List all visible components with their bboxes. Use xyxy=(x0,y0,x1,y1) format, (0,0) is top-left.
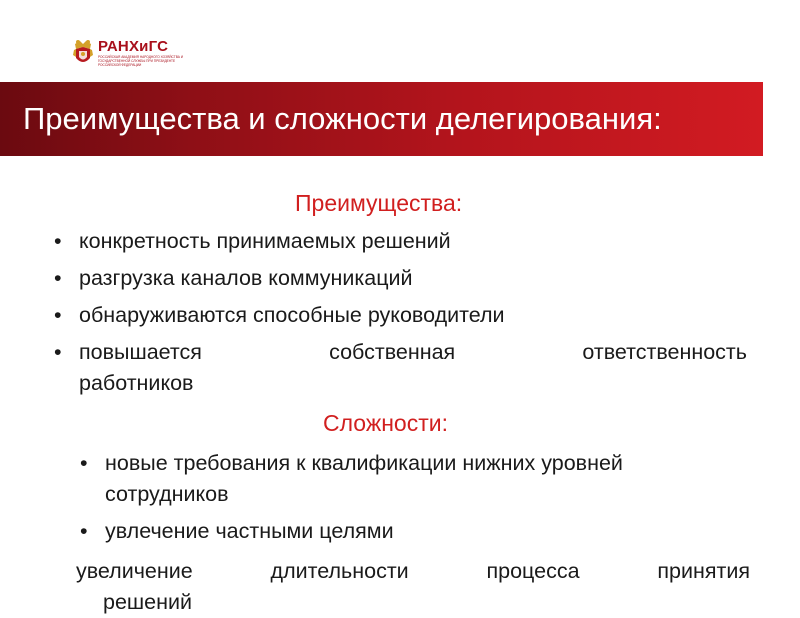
bullet: • xyxy=(54,340,62,364)
word: повышается xyxy=(79,340,202,364)
advantages-heading: Преимущества: xyxy=(295,190,463,216)
bullet: • xyxy=(54,303,62,327)
word: собственная xyxy=(329,340,456,364)
bullet: • xyxy=(54,266,62,290)
double-headed-eagle-emblem-icon xyxy=(72,38,94,68)
bullet: • xyxy=(54,229,62,253)
difficulty-item-3 xyxy=(76,556,750,618)
advantage-item-4-line-1 xyxy=(79,337,747,368)
title-band xyxy=(0,82,763,156)
advantage-item-3-text: обнаруживаются способные руководители xyxy=(79,303,505,327)
logo-name: РАНХиГС xyxy=(98,38,169,55)
difficulty-item-1-text xyxy=(105,448,623,510)
logo-subtitle: РОССИЙСКАЯ АКАДЕМИЯ НАРОДНОГО ХОЗЯЙСТВА И ГОСУДАРСТВЕННОЙ СЛУЖБЫ ПРИ ПРЕЗИДЕНТЕ РОССИЙСКОЙ ФЕДЕРАЦИИ xyxy=(98,55,184,67)
difficulty-item-2 xyxy=(80,516,394,547)
difficulty-item-3-line-2: решений xyxy=(103,590,193,614)
difficulty-item-3-line-1 xyxy=(76,556,750,587)
advantage-item-1-text: конкретность принимаемых решений xyxy=(79,229,451,253)
bullet: • xyxy=(80,519,88,543)
difficulty-item-1-line-2: сотрудников xyxy=(105,482,229,506)
advantage-item-1 xyxy=(54,226,451,257)
bullet: • xyxy=(80,451,88,475)
advantage-item-4-text xyxy=(79,337,747,399)
advantage-item-3 xyxy=(54,300,505,331)
difficulties-heading: Сложности: xyxy=(323,410,448,436)
advantage-item-2-text: разгрузка каналов коммуникаций xyxy=(79,266,413,290)
word: длительности xyxy=(270,559,409,583)
word: увеличение xyxy=(76,559,193,583)
difficulty-item-1-line-1: новые требования к квалификации нижних уровней xyxy=(105,451,623,475)
advantage-item-4-line-2: работников xyxy=(79,371,194,395)
advantage-item-2 xyxy=(54,263,413,294)
page-title: Преимущества и сложности делегирования: xyxy=(23,101,662,136)
difficulty-item-1 xyxy=(80,448,623,510)
difficulty-item-2-text: увлечение частными целями xyxy=(105,519,394,543)
advantage-item-4 xyxy=(54,337,747,399)
word: ответственность xyxy=(582,340,747,364)
ranepa-logo xyxy=(72,38,198,68)
word: принятия xyxy=(657,559,750,583)
word: процесса xyxy=(486,559,580,583)
